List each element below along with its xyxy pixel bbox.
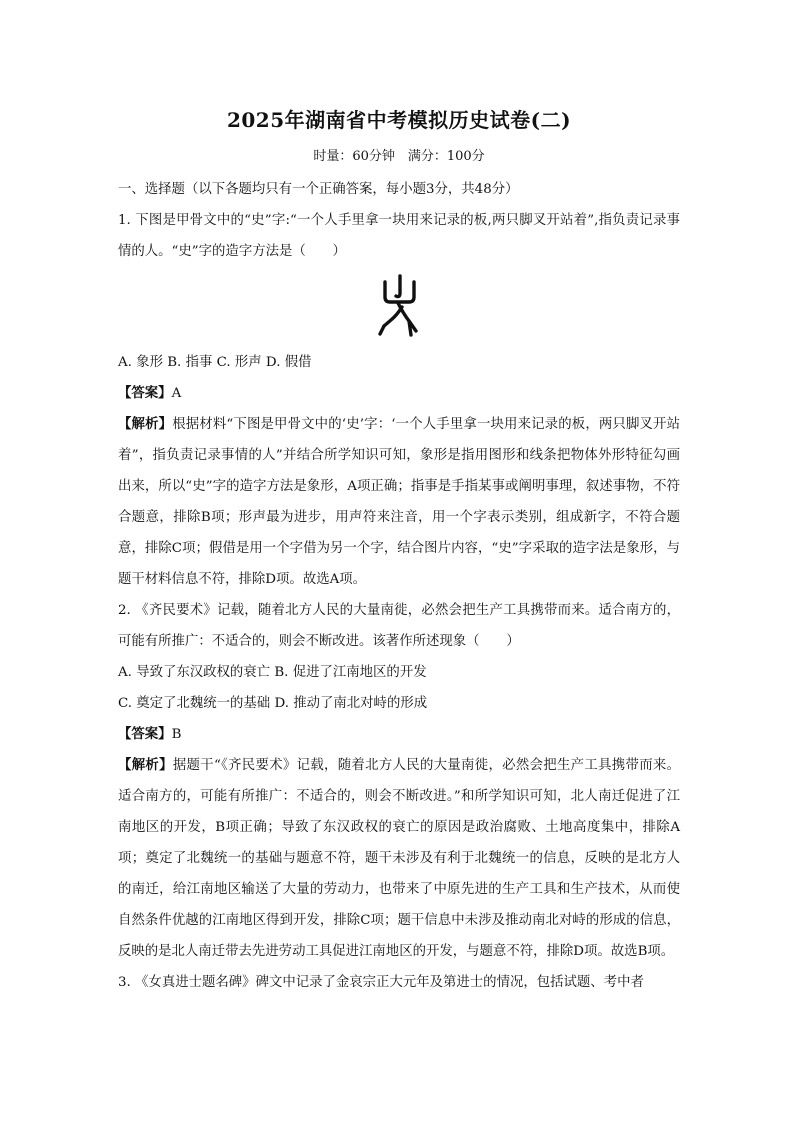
question-flow [118, 174, 680, 998]
analysis-text: 根据材料“下图是甲骨文中的‘史’字：‘一个人手里拿一块用来记录的板，两只脚叉开站着”，指负责记录事情的人”并结合所学知识可知，象形是指用图形和线条把物体外形特征勾画出来，所以“史”字的造字方法是象形，A项正确；指事是手指某事或阐明事理，叙述事物，不符合题意，排除B项；形声最为进步，用声符来注音，用一个字表示类别，组成新字，不符合题意，排除C项；假借是用一个字借为另一个字，结合图片内容，“史”字采取的造字法是象形，与题干材料信息不符，排除D项。故选A项。 [118, 417, 681, 587]
question-1-stem: 1. 下图是甲骨文中的“史”字:“一个人手里拿一块用来记录的板,两只脚叉开站着”,指负责记录事情的人。“史”字的造字方法是（ ） [118, 213, 680, 259]
analysis-tag: 【解析】 [118, 757, 173, 773]
answer-tag: 【答案】 [118, 726, 172, 742]
analysis-text: 据题干“《齐民要术》记载，随着北方人民的大量南徙，必然会把生产工具携带而来。适合南方的，可能有所推广：不适合的，则会不断改进。”和所学知识可知，北人南迁促进了江南地区的开发，B项正确；导致了东汉政权的衰亡的原因是政治腐败、土地高度集中，排除A项；奠定了北魏统一的基础与题意不符，题干未涉及有利于北魏统一的信息，反映的是北方人的南迁，给江南地区输送了大量的劳动力，也带来了中原先进的生产工具和生产技术，从而使自然条件优越的江南地区得到开发，排除C项；题干信息中未涉及推动南北对峙的形成的信息，反映的是北人南迁带去先进劳动工具促进江南地区的开发，与题意不符，排除D项。故选B项。 [118, 758, 681, 959]
answer-value: B [171, 727, 182, 742]
exam-time-score: 时量：60分钟 满分：100分 [313, 149, 485, 164]
question-1-answer [118, 378, 680, 409]
question-2-analysis [118, 750, 680, 967]
answer-value: A [171, 386, 182, 401]
section-heading: 一、选择题（以下各题均只有一个正确答案，每小题3分，共48分） [118, 182, 519, 197]
analysis-tag: 【解析】 [118, 416, 173, 432]
answer-tag: 【答案】 [118, 385, 172, 401]
question-2-options-row-2: C. 奠定了北魏统一的基础 D. 推动了南北对峙的形成 [118, 696, 428, 711]
question-1-figure [118, 267, 680, 347]
question-1-options: A. 象形 B. 指事 C. 形声 D. 假借 [118, 355, 312, 370]
question-2-options-row-1: A. 导致了东汉政权的衰亡 B. 促进了江南地区的开发 [118, 665, 427, 680]
question-2-stem: 2. 《齐民要术》记载，随着北方人民的大量南徙，必然会把生产工具携带而来。适合南方的，可能有所推广：不适合的，则会不断改进。该著作所述现象（ ） [118, 603, 680, 649]
oracle-bone-shi-glyph-icon [376, 273, 422, 341]
question-3-stem: 3. 《女真进士题名碑》碑文中记录了金哀宗正大元年及第进士的情况，包括试题、考中者 [118, 975, 644, 990]
exam-title: 2025年湖南省中考模拟历史试卷(二) [226, 108, 572, 132]
question-2-answer [118, 719, 680, 750]
question-1-analysis [118, 409, 680, 595]
